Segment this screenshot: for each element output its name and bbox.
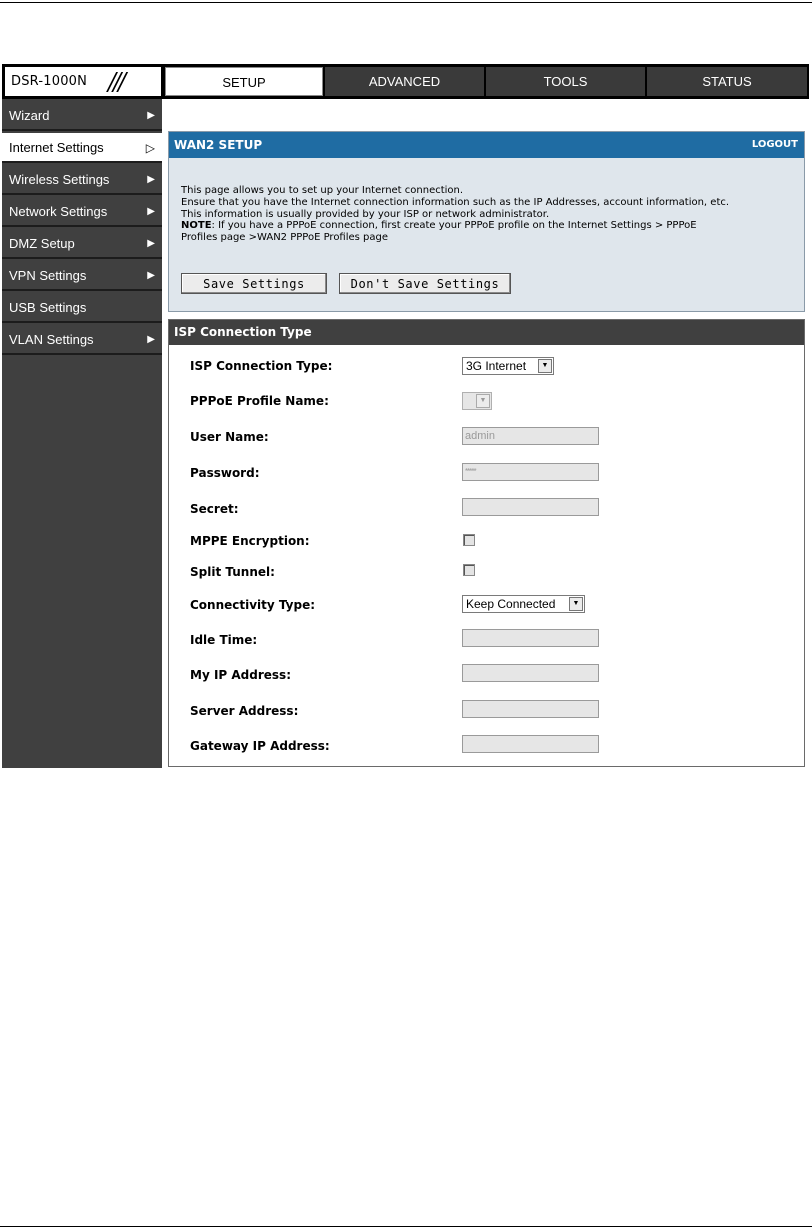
- arrow-right-icon: ▶: [147, 270, 155, 281]
- sidebar: [2, 99, 162, 768]
- save-settings-button[interactable]: Save Settings: [181, 273, 327, 294]
- mppe-encryption-label: MPPE Encryption:: [190, 534, 310, 548]
- arrow-right-icon: ▶: [147, 110, 155, 121]
- arrow-right-icon: ▶: [147, 334, 155, 345]
- connectivity-type-label: Connectivity Type:: [190, 598, 316, 612]
- arrow-right-outline-icon: ▷: [145, 141, 155, 155]
- my-ip-address-field[interactable]: [462, 664, 599, 682]
- wan-setup-panel: [168, 131, 805, 312]
- pppoe-profile-select[interactable]: [462, 392, 492, 410]
- tab-tools[interactable]: TOOLS: [486, 67, 645, 96]
- logout-link[interactable]: LOGOUT: [751, 139, 798, 150]
- description-line: This page allows you to set up your Internet connection.: [181, 185, 464, 196]
- description-line: Ensure that you have the Internet connection information such as the IP Addresses, account information, etc.: [181, 196, 730, 208]
- server-address-field[interactable]: [462, 700, 599, 718]
- password-label: Password:: [190, 466, 260, 480]
- mppe-encryption-checkbox[interactable]: [463, 534, 475, 546]
- server-address-label: Server Address:: [190, 704, 299, 718]
- top-navigation: [2, 64, 809, 99]
- my-ip-address-label: My IP Address:: [190, 668, 291, 682]
- isp-connection-type-label: ISP Connection Type:: [190, 359, 333, 373]
- arrow-right-icon: ▶: [147, 238, 155, 249]
- sidebar-item-vlan-settings[interactable]: [2, 325, 162, 355]
- sidebar-item-label: VPN Settings: [9, 268, 87, 283]
- sidebar-item-label: Internet Settings: [9, 140, 104, 155]
- isp-connection-type-select[interactable]: [462, 357, 554, 375]
- page-bottom-rule: [0, 1226, 812, 1227]
- select-value: Keep Connected: [466, 597, 556, 611]
- sidebar-item-label: Wizard: [9, 108, 50, 123]
- pppoe-profile-name-label: PPPoE Profile Name:: [190, 394, 329, 408]
- secret-label: Secret:: [190, 502, 239, 516]
- description-line: This information is usually provided by your ISP or network administrator.: [181, 208, 550, 220]
- brand-logo: [5, 67, 161, 96]
- sidebar-item-label: Network Settings: [9, 204, 108, 219]
- tab-advanced[interactable]: ADVANCED: [325, 67, 484, 96]
- dont-save-settings-button[interactable]: Don't Save Settings: [339, 273, 511, 294]
- sidebar-item-network-settings[interactable]: [2, 197, 162, 227]
- select-value: 3G Internet: [466, 359, 527, 373]
- sidebar-item-wizard[interactable]: [2, 101, 162, 131]
- isp-section-header: [169, 320, 804, 345]
- wan-setup-header: [169, 132, 804, 158]
- tab-setup[interactable]: SETUP: [165, 67, 323, 96]
- section-title: ISP Connection Type: [174, 325, 312, 339]
- note-text: : If you have a PPPoE connection, first create your PPPoE profile on the Internet Settings > PPPoE: [211, 220, 697, 232]
- model-name: DSR-1000N: [11, 74, 88, 89]
- idle-time-label: Idle Time:: [190, 633, 258, 647]
- chevron-down-icon: ▼: [569, 597, 583, 611]
- tab-status[interactable]: STATUS: [647, 67, 807, 96]
- sidebar-item-label: DMZ Setup: [9, 236, 75, 251]
- sidebar-item-label: Wireless Settings: [9, 172, 110, 187]
- gateway-ip-address-field[interactable]: [462, 735, 599, 753]
- secret-field[interactable]: [462, 498, 599, 516]
- note-label: NOTE: [181, 220, 212, 232]
- user-name-field[interactable]: admin: [462, 427, 599, 445]
- page-title: WAN2 SETUP: [174, 138, 263, 152]
- logo-slashes-icon: ///: [108, 68, 124, 96]
- sidebar-item-label: USB Settings: [9, 300, 87, 315]
- user-name-label: User Name:: [190, 430, 269, 444]
- arrow-right-icon: ▶: [147, 206, 155, 217]
- arrow-right-icon: ▶: [147, 174, 155, 185]
- page-top-rule: [0, 2, 812, 3]
- isp-connection-panel: [168, 319, 805, 767]
- sidebar-item-label: VLAN Settings: [9, 332, 94, 347]
- password-field[interactable]: *****: [462, 463, 599, 481]
- sidebar-item-dmz-setup[interactable]: [2, 229, 162, 259]
- chevron-down-icon: ▼: [476, 394, 490, 408]
- page-description: [181, 185, 799, 244]
- chevron-down-icon: ▼: [538, 359, 552, 373]
- idle-time-field[interactable]: [462, 629, 599, 647]
- sidebar-item-internet-settings[interactable]: [2, 133, 162, 163]
- gateway-ip-address-label: Gateway IP Address:: [190, 739, 330, 753]
- description-line: Profiles page >WAN2 PPPoE Profiles page: [181, 232, 389, 244]
- connectivity-type-select[interactable]: [462, 595, 585, 613]
- split-tunnel-label: Split Tunnel:: [190, 565, 275, 579]
- split-tunnel-checkbox[interactable]: [463, 564, 475, 576]
- description-note: [181, 220, 799, 232]
- sidebar-item-vpn-settings[interactable]: [2, 261, 162, 291]
- sidebar-item-wireless-settings[interactable]: [2, 165, 162, 195]
- sidebar-item-usb-settings[interactable]: [2, 293, 162, 323]
